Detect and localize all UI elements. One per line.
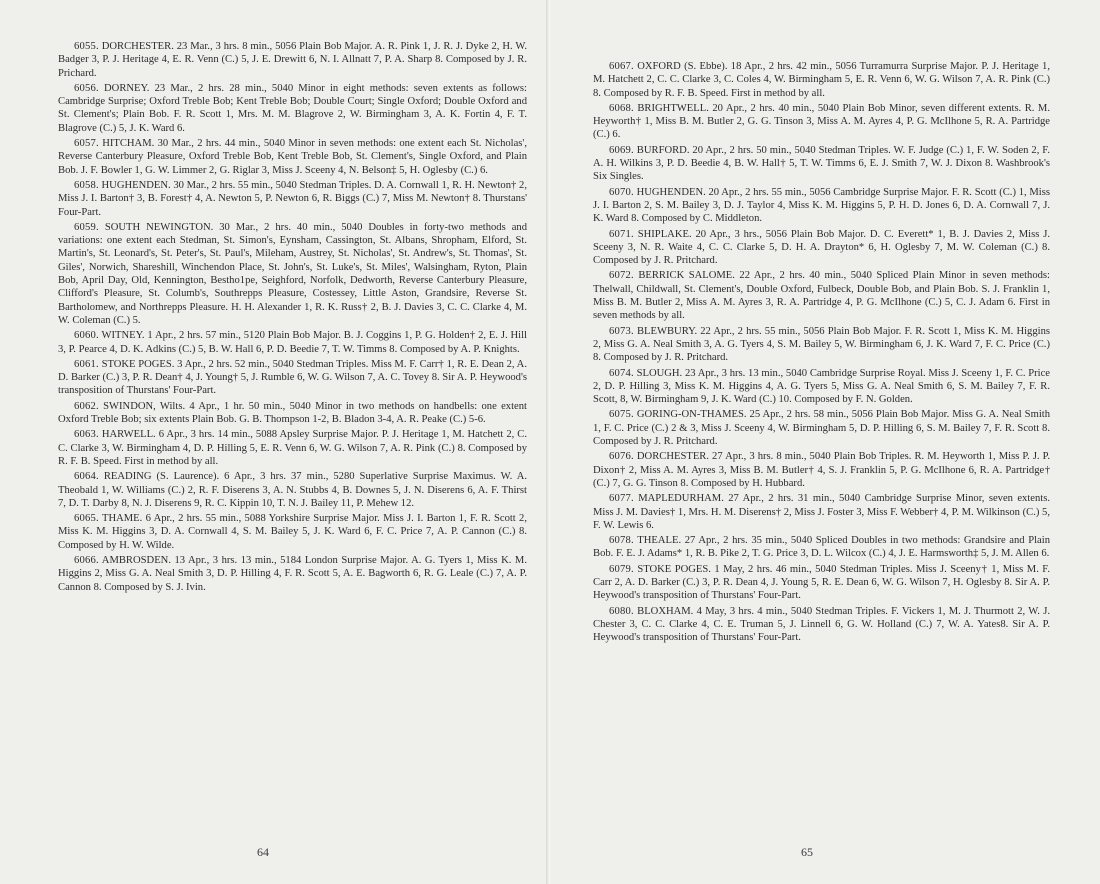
peal-entry — [593, 534, 1050, 561]
peal-number: 6067. — [609, 61, 634, 72]
peal-entry — [58, 329, 527, 356]
peal-number: 6062. — [74, 400, 99, 412]
peal-text: BERRICK SALOME. 22 Apr., 2 hrs. 40 min., 5040 Spliced Plain Minor in seven methods: Thelwall, Childwall, St. Clement's, Double Oxford, Fulbeck, Double Bob, and Plain Bob. S. J. Franklin 1, Miss B. M. Butler 2, Miss A. M. Ayres 3, R. A. Partridge 4, P. G. McIlhone (C.) 5, C. J. Adam 6. First in seven methods by all. — [593, 270, 1050, 322]
peal-number: 6074. — [609, 367, 634, 379]
peal-entry — [593, 144, 1050, 184]
peal-number: 6070. — [609, 186, 634, 198]
peal-number: 6073. — [609, 325, 634, 337]
peal-number: 6055. — [74, 41, 99, 52]
peal-entry — [593, 102, 1050, 142]
peal-entry — [593, 325, 1050, 365]
left-page — [0, 0, 549, 884]
peal-text: SWINDON, Wilts. 4 Apr., 1 hr. 50 min., 5040 Minor in two methods on handbells: one extent Oxford Treble Bob; six extents Plain Bob. G. B. Thompson 1-2, B. Bladon 3-4, A. R. Peake (C.) 5-6. — [58, 400, 527, 426]
peal-entry — [593, 186, 1050, 226]
peal-text: BRIGHTWELL. 20 Apr., 2 hrs. 40 min., 5040 Plain Bob Minor, seven different extents. R. M. Heyworth† 1, Miss B. M. Butler 2, G. G. Tinson 3, Miss A. M. Ayres 4, P. G. McIlhone 5, R. A. Partridge (C.) 6. — [593, 102, 1050, 141]
peal-entry — [58, 82, 527, 135]
peal-number: 6066. — [74, 554, 99, 566]
right-page — [551, 0, 1100, 884]
peal-entry — [58, 554, 527, 594]
peal-entry — [593, 228, 1050, 268]
peal-entry — [58, 428, 527, 468]
peal-text: GORING-ON-THAMES. 25 Apr., 2 hrs. 58 min., 5056 Plain Bob Major. Miss G. A. Neal Smith 1, F. C. Price (C.) 2 & 3, Miss J. Sceeny 4, W. Birmingham 5, D. P. Hilling 6, S. M. Bailey 7, F. R. Scott 8. Composed by J. R. Pritchard. — [593, 409, 1050, 448]
peal-entry — [58, 221, 527, 327]
peal-number: 6080. — [609, 605, 634, 617]
peal-text: SOUTH NEWINGTON. 30 Mar., 2 hrs. 40 min., 5040 Doubles in forty-two methods and variations: one extent each Stedman, St. Simon's, Eynsham, Cassington, St. Albans, Shropham, Elford, St. Martin's, St. Leonard's, St. Peter's, St. Paul's, Mileham, Austrey, St. Nicholas', St. Andrew's, St. Thomas', St. Giles', Norwich, Shareshill, Winchendon Place, St. John's, St. Luke's, St. Miles', Walsingham, Ryton, Plain Bob, April Day, Old, Kennington, Bestho1pe, Seighford, Norfolk, Dedworth, Reverse Canterbury Pleasure, Clifford's Pleasure, St. Columb's, Southrepps Pleasure, Costessey, Little Aston, Grandsire, Reverse St. Bartholomew, and Northrepps Pleasure. H. H. Alexander 1, R. K. Russ† 2, B. J. Davies 3, C. C. Clarke 4, M. W. Coleman (C.) 5. — [58, 221, 527, 326]
peal-entry — [593, 605, 1050, 645]
peal-entry — [58, 137, 527, 177]
peal-text: AMBROSDEN. 13 Apr., 3 hrs. 13 min., 5184 London Surprise Major. A. G. Tyers 1, Miss K. M. Higgins 2, Miss G. A. Neal Smith 3, D. P. Hilling 4, F. R. Scott 5, A. E. Bagworth 6, R. G. Leale (C.) 7, A. P. Cannon 8. Composed by S. J. Ivin. — [58, 554, 527, 593]
peal-entry — [58, 358, 527, 398]
peal-number: 6072. — [609, 270, 634, 282]
page-number-left: 64 — [257, 845, 269, 859]
peal-entry — [593, 367, 1050, 407]
peal-entry — [593, 450, 1050, 490]
peal-text: MAPLEDURHAM. 27 Apr., 2 hrs. 31 min., 5040 Cambridge Surprise Minor, seven extents. Miss J. M. Davies† 1, Mrs. H. M. Diserens† 2, Miss J. Foster 3, Miss F. Webber† 4, P. M. Wilkinson (C.) 5, F. W. Lewis 6. — [593, 493, 1050, 531]
peal-number: 6058. — [74, 179, 99, 191]
peal-number: 6064. — [74, 471, 99, 483]
peal-text: THEALE. 27 Apr., 2 hrs. 35 min., 5040 Spliced Doubles in two methods: Grandsire and Plain Bob. F. E. J. Adams* 1, R. B. Pike 2, T. G. Price 3, D. L. Wilcox (C.) 4, J. E. Harmsworth‡ 5, J. M. Allen 6. — [593, 535, 1050, 560]
peal-text: BURFORD. 20 Apr., 2 hrs. 50 min., 5040 Stedman Triples. W. F. Judge (C.) 1, F. W. Soden 2, F. A. H. Wilkins 3, P. D. Beedie 4, B. W. Hall† 5, T. W. Timms 6, E. J. Smith 7, W. J. Dixon 8. Washbrook's Six Singles. — [593, 144, 1050, 183]
left-peal-list — [58, 40, 527, 594]
peal-entry — [593, 492, 1050, 532]
peal-number: 6060. — [74, 330, 99, 342]
peal-text: READING (S. Laurence). 6 Apr., 3 hrs. 37 min., 5280 Superlative Surprise Maximus. W. A. Theobald 1, W. Williams (C.) 2, R. F. Diserens 3, A. N. Stubbs 4, B. Downes 5, J. N. Diserens 6, A. F. Thirst 7, D. T. Darby 8, N. J. Diserens 9, R. C. Kippin 10, T. N. J. Bailey 11, P. Mehew 12. — [58, 471, 527, 509]
peal-text: HUGHENDEN. 30 Mar., 2 hrs. 55 min., 5040 Stedman Triples. D. A. Cornwall 1, R. H. Newton† 2, Miss J. I. Barton† 3, B. Forest† 4, A. Newton 5, P. Newton 6, R. Biggs (C.) 7, Miss M. Newton† 8. Thurstans' Four-Part. — [58, 179, 527, 218]
peal-entry — [593, 408, 1050, 448]
peal-entry — [593, 60, 1050, 100]
peal-text: DORCHESTER. 23 Mar., 3 hrs. 8 min., 5056 Plain Bob Major. A. R. Pink 1, J. R. J. Dyke 2, H. W. Badger 3, P. J. Heritage 4, E. R. Venn (C.) 5, J. E. Drewitt 6, N. I. Allnatt 7, P. A. Sharp 8. Composed by J. R. Prichard. — [58, 41, 527, 79]
peal-entry — [58, 512, 527, 552]
peal-text: SHIPLAKE. 20 Apr., 3 hrs., 5056 Plain Bob Major. D. C. Everett* 1, B. J. Davies 2, Miss J. Sceeny 3, N. R. Waite 4, C. C. Clarke 5, D. H. A. Drayton* 6, H. Oglesby 7, M. W. Coleman (C.) 8. Composed by J. R. Pritchard. — [593, 228, 1050, 267]
peal-number: 6057. — [74, 138, 99, 150]
peal-entry — [58, 470, 527, 510]
page-number-right: 65 — [801, 845, 813, 859]
peal-text: BLOXHAM. 4 May, 3 hrs. 4 min., 5040 Stedman Triples. F. Vickers 1, M. J. Thurmott 2, W. J. Chester 3, C. C. Clarke 4, C. E. Truman 5, J. Linnell 6, G. W. Holland (C.) 7, W. A. Yates8. Sir A. P. Heywood's transposition of Thurstans' Four-Part. — [593, 605, 1050, 644]
peal-text: HUGHENDEN. 20 Apr., 2 hrs. 55 min., 5056 Cambridge Surprise Major. F. R. Scott (C.) 1, Miss J. I. Barton 2, S. M. Bailey 3, D. J. Taylor 4, Miss K. M. Higgins 5, P. H. D. Jones 6, D. A. Cornwall 7, J. K. Ward 8. Composed by C. Middleton. — [593, 186, 1050, 225]
peal-number: 6077. — [609, 493, 634, 505]
peal-number: 6065. — [74, 513, 99, 525]
peal-text: HARWELL. 6 Apr., 3 hrs. 14 min., 5088 Apsley Surprise Major. P. J. Heritage 1, M. Hatchett 2, C. C. Clarke 3, W. Birmingham 4, D. P. Hilling 5, E. R. Venn 6, W. G. Wilson 7, A. R. Pink (C.) 8. Composed by R. F. B. Speed. First in method by all. — [58, 429, 527, 467]
peal-number: 6063. — [74, 429, 99, 441]
peal-number: 6059. — [74, 221, 99, 233]
peal-text: WITNEY. 1 Apr., 2 hrs. 57 min., 5120 Plain Bob Major. B. J. Coggins 1, P. G. Holden† 2, E. J. Hill 3, P. Pearce 4, D. K. Adkins (C.) 5, B. W. Hall 6, P. D. Beedie 7, T. W. Timms 8. Composed by A. P. Knights. — [58, 330, 527, 355]
peal-text: HITCHAM. 30 Mar., 2 hrs. 44 min., 5040 Minor in seven methods: one extent each St. Nicholas', Reverse Canterbury Pleasure, Oxford Treble Bob, Kent Treble Bob, St. Clement's, Single Oxford, and Plain Bob. J. F. Bowler 1, G. W. Limmer 2, G. Riglar 3, Miss J. Sceeny 4, N. Belson‡ 5, H. Oglesby (C.) 6. — [58, 138, 527, 176]
peal-text: DORNEY. 23 Mar., 2 hrs. 28 min., 5040 Minor in eight methods: seven extents as follows: Cambridge Surprise; Oxford Treble Bob; Kent Treble Bob; Double Court; Single Oxford; Double Oxford and St. Clement's; Plain Bob. F. R. Scott 1, Mrs. M. M. Blagrove 2, W. Birmingham 3, A. K. Fortin 4, F. T. Blagrove (C.) 5, J. K. Ward 6. — [58, 82, 527, 134]
peal-entry — [58, 40, 527, 80]
right-peal-list — [593, 60, 1050, 644]
peal-number: 6068. — [609, 102, 634, 114]
peal-text: STOKE POGES. 3 Apr., 2 hrs. 52 min., 5040 Stedman Triples. Miss M. F. Carr† 1, R. E. Dean 2, A. D. Barker (C.) 3, P. R. Dean† 4, J. Young† 5, J. Rumble 6, W. G. Wilson 7, A. C. Tovey 8. Sir A. P. Heywood's transposition of Thurstans' Four-Part. — [58, 358, 527, 397]
peal-number: 6071. — [609, 228, 634, 240]
peal-number: 6061. — [74, 358, 99, 370]
peal-text: STOKE POGES. 1 May, 2 hrs. 46 min., 5040 Stedman Triples. Miss J. Sceeny† 1, Miss M. F. Carr 2, A. D. Barker (C.) 3, P. R. Dean 4, J. Young 5, R. E. Dean 6, W. G. Wilson 7, H. Oglesby 8. Sir A. P. Heywood's transposition of Thurstans' Four-Part. — [593, 563, 1051, 602]
peal-number: 6079. — [609, 563, 634, 575]
peal-text: SLOUGH. 23 Apr., 3 hrs. 13 min., 5040 Cambridge Surprise Royal. Miss J. Sceeny 1, F. C. Price 2, D. P. Hilling 3, Miss K. M. Higgins 4, A. G. Tyers 5, Miss G. A. Neal Smith 6, S. M. Bailey 7, F. R. Scott, 8, W. Birmingham 9, J. K. Ward (C.) 10. Composed by F. N. Golden. — [593, 367, 1050, 406]
peal-text: DORCHESTER. 27 Apr., 3 hrs. 8 min., 5040 Plain Bob Triples. R. M. Heyworth 1, Miss P. J. P. Dixon† 2, Miss A. M. Ayres 3, Miss B. M. Butler† 4, S. J. Franklin 5, P. G. McIlhone 6, R. A. Partridge† (C.) 7, G. G. Tinson 8. Composed by H. Hubbard. — [593, 451, 1050, 489]
peal-number: 6076. — [609, 451, 634, 463]
peal-number: 6075. — [609, 409, 634, 421]
peal-text: OXFORD (S. Ebbe). 18 Apr., 2 hrs. 42 min., 5056 Turramurra Surprise Major. P. J. Heritage 1, M. Hatchett 2, C. C. Clarke 3, C. Coles 4, W. Birmingham 5, E. R. Venn 6, W. G. Wilson 7, A. R. Pink (C.) 8. Composed by R. F. B. Speed. First in method by all. — [593, 61, 1050, 99]
peal-number: 6069. — [609, 144, 634, 156]
peal-number: 6078. — [609, 535, 634, 547]
peal-entry — [58, 179, 527, 219]
peal-number: 6056. — [74, 82, 99, 94]
peal-entry — [593, 563, 1050, 603]
peal-entry — [593, 269, 1050, 322]
peal-entry — [58, 400, 527, 427]
peal-text: BLEWBURY. 22 Apr., 2 hrs. 55 min., 5056 Plain Bob Major. F. R. Scott 1, Miss K. M. Higgins 2, Miss G. A. Neal Smith 3, A. G. Tyers 4, S. M. Bailey 5, W. Birmingham 6, J. K. Ward 7, F. C. Price (C.) 8. Composed by J. R. Pritchard. — [593, 325, 1050, 364]
peal-text: THAME. 6 Apr., 2 hrs. 55 min., 5088 Yorkshire Surprise Major. Miss J. I. Barton 1, F. R. Scott 2, Miss K. M. Higgins 3, D. A. Cornwall 4, S. M. Bailey 5, J. K. Ward 6, F. C. Price 7, A. P. Cannon (C.) 8. Composed by H. W. Wilde. — [58, 513, 527, 551]
